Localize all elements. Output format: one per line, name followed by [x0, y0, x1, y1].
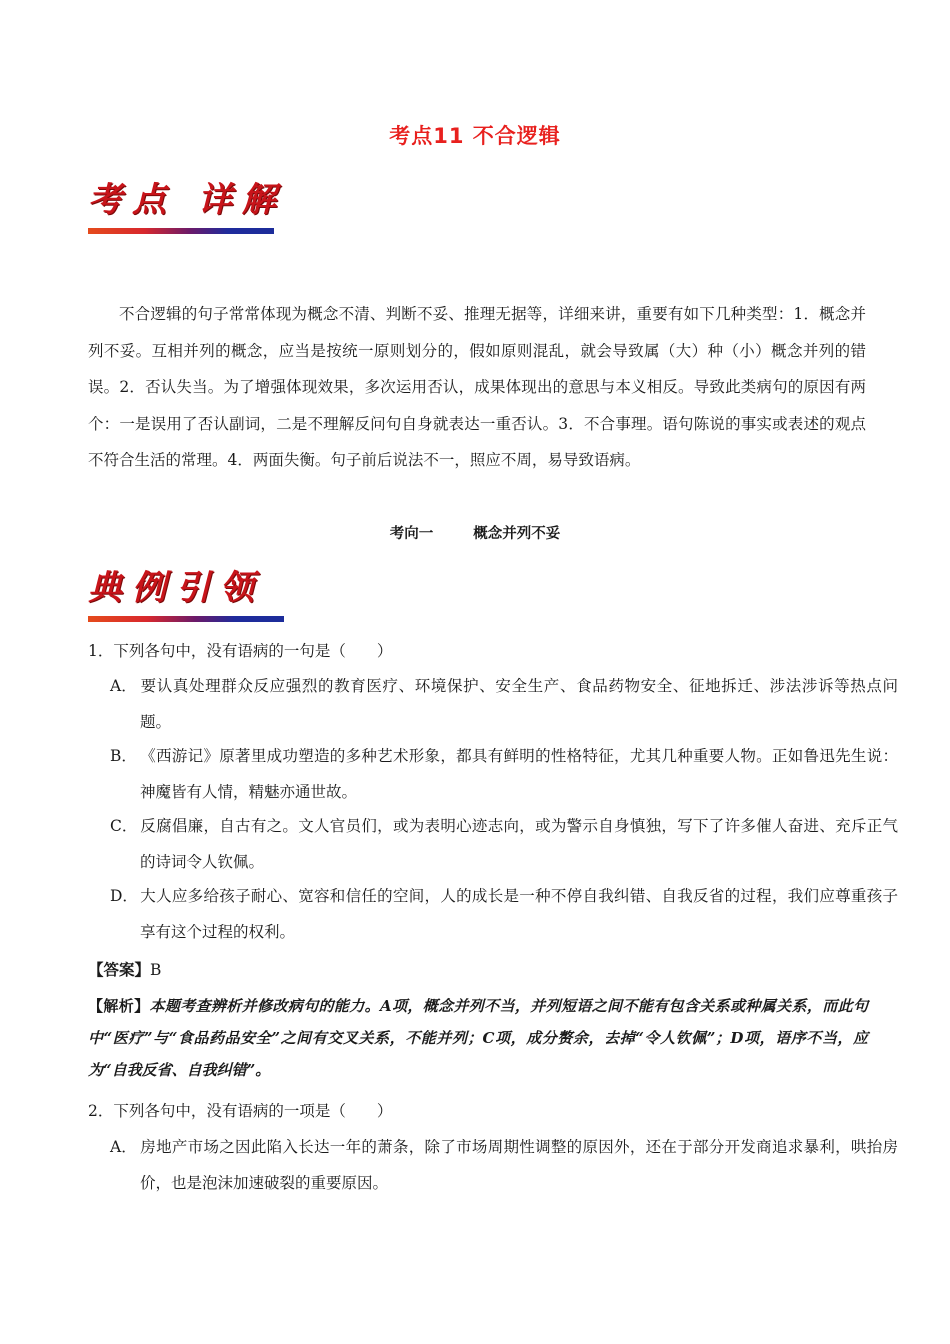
question-1-option-a — [110, 668, 898, 740]
option-label: A． — [110, 677, 137, 695]
section-banner-explain — [88, 178, 286, 238]
subsection-heading — [0, 522, 950, 543]
option-label: B． — [110, 747, 137, 765]
question-1-option-c — [110, 808, 898, 880]
banner-explain-text: 考点 详解 — [88, 180, 286, 220]
section-banner-examples — [88, 566, 288, 626]
option-text: 大人应多给孩子耐心、宽容和信任的空间，人的成长是一种不停自我纠错、自我反省的过程，我们应尊重孩子享有这个过程的权利。 — [140, 887, 898, 941]
intro-text: 不合逻辑的句子常常体现为概念不清、判断不妥、推理无据等，详细来讲，重要有如下几种类型：1．概念并列不妥。互相并列的概念，应当是按统一原则划分的，假如原则混乱，就会导致属（大）种（小）概念并列的错误。2．否认失当。为了增强体现效果，多次运用否认，成果体现出的意思与本义相反。导致此类病句的原因有两个：一是误用了否认副词，二是不理解反问句自身就表达一重否认。3．不合事理。语句陈说的事实或表述的观点不符合生活的常理。4．两面失衡。句子前后说法不一，照应不周，易导致语病。 — [88, 305, 866, 469]
option-text: 要认真处理群众反应强烈的教育医疗、环境保护、安全生产、食品药物安全、征地拆迁、涉法涉诉等热点问题。 — [140, 677, 898, 731]
question-1-option-d — [110, 878, 898, 950]
option-label: D． — [110, 887, 138, 905]
subsection-label: 考向一 — [389, 526, 434, 542]
option-text: 《西游记》原著里成功塑造的多种艺术形象，都具有鲜明的性格特征，尤其几种重要人物。正如鲁迅先生说：神魔皆有人情，精魅亦通世故。 — [140, 747, 898, 801]
page-title: 考点11 不合逻辑 — [389, 124, 561, 148]
question-1-stem: 1．下列各句中，没有语病的一句是（ ） — [88, 642, 393, 660]
subsection-title: 概念并列不妥 — [473, 526, 561, 542]
answer-value: B — [150, 961, 162, 979]
answer-tag: 【答案】 — [88, 961, 151, 979]
banner-examples-underline — [88, 616, 284, 622]
question-2-stem: 2．下列各句中，没有语病的一项是（ ） — [88, 1102, 393, 1120]
question-1-answer — [88, 955, 161, 985]
question-2-option-a — [110, 1129, 898, 1201]
option-label: C． — [110, 817, 138, 835]
analysis-tag: 【解析】 — [88, 997, 150, 1015]
analysis-text: 本题考查辨析并修改病句的能力。A项，概念并列不当，并列短语之间不能有包含关系或种属关系，而此句中“医疗”与“食品药品安全”之间有交叉关系，不能并列；C项，成分赘余，去掉“令人钦佩”；D项，语序不当，应为“自我反省、自我纠错”。 — [88, 997, 868, 1079]
question-1-analysis — [88, 990, 868, 1086]
question-1-option-b — [110, 738, 898, 810]
banner-explain-underline — [88, 228, 274, 234]
option-label: A． — [110, 1138, 137, 1156]
banner-examples-text: 典例引领 — [88, 568, 264, 608]
intro-paragraph — [88, 296, 866, 479]
option-text: 反腐倡廉，自古有之。文人官员们，或为表明心迹志向，或为警示自身慎独，写下了许多催人奋进、充斥正气的诗词令人钦佩。 — [140, 817, 898, 871]
option-text: 房地产市场之因此陷入长达一年的萧条，除了市场周期性调整的原因外，还在于部分开发商追求暴利，哄抬房价，也是泡沫加速破裂的重要原因。 — [140, 1138, 898, 1192]
